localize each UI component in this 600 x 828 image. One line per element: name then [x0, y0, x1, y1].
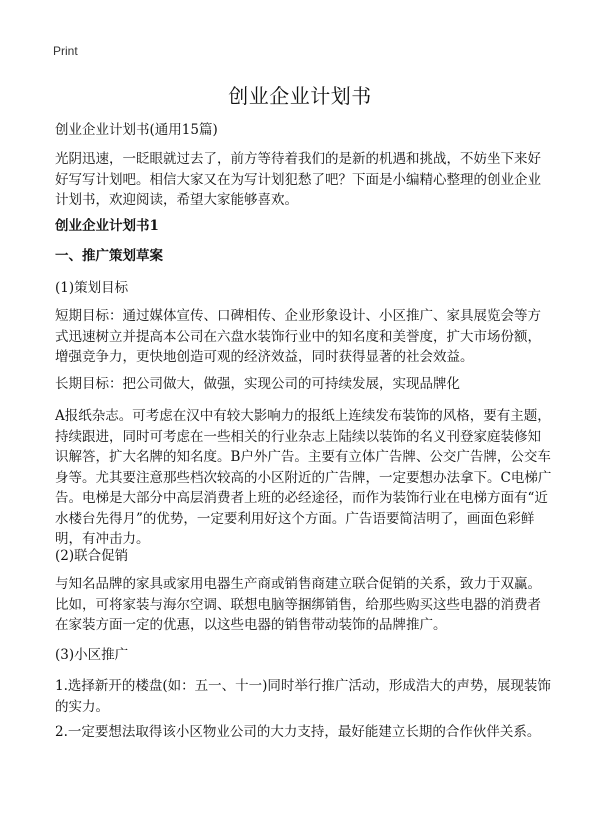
document-subtitle: 创业企业计划书(通用15篇)	[55, 122, 218, 138]
sub1-title: (1)策划目标	[55, 280, 129, 296]
sub1-long-goal: 长期目标：把公司做大，做强，实现公司的可持续发展，实现品牌化	[55, 376, 460, 392]
intro-paragraph: 光阴迅速，一眨眼就过去了，前方等待着我们的是新的机遇和挑战，不妨坐下来好好写写计划吧。相信大家又在为写计划犯愁了吧？下面是小编精心整理的创业企业计划书，欢迎阅读，希望大家能够喜欢。	[55, 151, 541, 208]
part-title: 一、推广策划草案	[55, 248, 163, 264]
sub3-title: (3)小区推广	[55, 647, 129, 663]
sub2-text: 与知名品牌的家具或家用电器生产商或销售商建立联合促销的关系，致力于双赢。比如，可将家装与海尔空调、联想电脑等捆绑销售，给那些购买这些电器的消费者在家装方面一定的优惠，以这些电器的销售带动装饰的品牌推广。	[55, 576, 541, 633]
sub1-detail: A报纸杂志。可考虑在汉中有较大影响力的报纸上连续发布装饰的风格，要有主题，持续跟进，同时可考虑在一些相关的行业杂志上陆续以装饰的名义刊登家庭装修知识解答，扩大名牌的知名度。B户外广告。主要有立体广告牌、公交广告牌，公交车身等。尤其要注意那些档次较高的小区附近的广告牌，一定要想办法拿下。C电梯广告。电梯是大部分中高层消费者上班的必经途径，而作为装饰行业在电梯方面有“近水楼台先得月”的优势，一定要利用好这个方面。广告语要简洁明了，画面色彩鲜明，有冲击力。	[55, 408, 552, 547]
sub3-item-1: 1.选择新开的楼盘(如：五一、十一)同时举行推广活动，形成浩大的声势，展现装饰的实力。	[55, 678, 551, 715]
section-title: 创业企业计划书1	[55, 218, 159, 234]
print-label[interactable]: Print	[53, 44, 78, 58]
sub3-item-2: 2.一定要想法取得该小区物业公司的大力支持，最好能建立长期的合作伙伴关系。	[55, 724, 541, 740]
sub1-short-goal: 短期目标：通过媒体宣传、口碑相传、企业形象设计、小区推广、家具展览会等方式迅速树立并提高本公司在六盘水装饰行业中的知名度和美誉度，扩大市场份额，增强竞争力，更快地创造可观的经济效益，同时获得显著的社会效益。	[55, 308, 541, 365]
sub2-title: (2)联合促销	[55, 548, 129, 564]
document-title: 创业企业计划书	[228, 84, 372, 108]
